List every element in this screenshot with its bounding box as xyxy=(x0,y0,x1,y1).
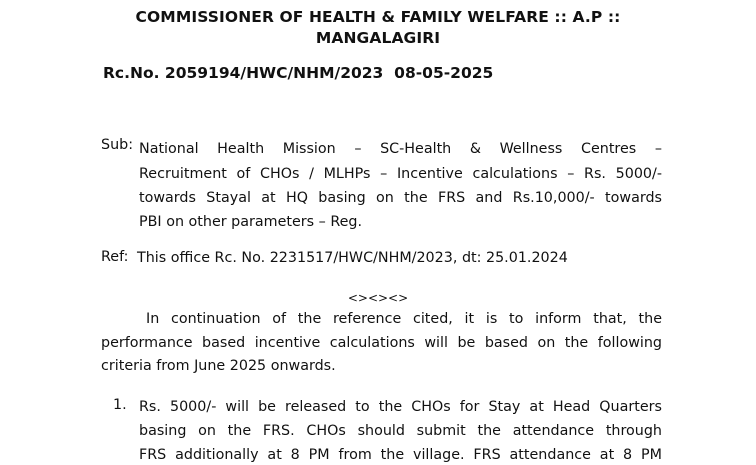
point-number: 1. xyxy=(113,397,127,413)
reference-label: Ref: xyxy=(101,249,129,265)
point-line: basing on the FRS. CHOs should submit the attendance through xyxy=(139,423,662,439)
letter-date: 08-05-2025 xyxy=(394,64,494,82)
separator-mark: <><><> xyxy=(347,291,409,305)
reference-text: This office Rc. No. 2231517/HWC/NHM/2023, dt: 25.01.2024 xyxy=(137,250,568,266)
subject-line: National Health Mission – SC-Health & Wellness Centres – xyxy=(139,141,662,157)
body-paragraph-line: criteria from June 2025 onwards. xyxy=(101,358,336,374)
subject-line: towards Stayal at HQ basing on the FRS and Rs.10,000/- towards xyxy=(139,190,662,206)
office-title-line-2: MANGALAGIRI xyxy=(315,29,441,47)
office-title-line-1: COMMISSIONER OF HEALTH & FAMILY WELFARE :: A.P :: xyxy=(135,8,621,26)
body-paragraph-line: In continuation of the reference cited, it is to inform that, the xyxy=(146,311,662,327)
point-line: Rs. 5000/- will be released to the CHOs for Stay at Head Quarters xyxy=(139,399,662,415)
reference-number-line xyxy=(103,64,493,82)
subject-line: Recruitment of CHOs / MLHPs – Incentive calculations – Rs. 5000/- xyxy=(139,166,662,182)
subject-label: Sub: xyxy=(101,137,134,153)
body-paragraph-line: performance based incentive calculations will be based on the following xyxy=(101,335,662,351)
point-line: FRS additionally at 8 PM from the village. FRS attendance at 8 PM xyxy=(139,447,662,463)
rc-number: Rc.No. 2059194/HWC/NHM/2023 xyxy=(103,64,384,82)
subject-line: PBI on other parameters – Reg. xyxy=(139,214,363,230)
